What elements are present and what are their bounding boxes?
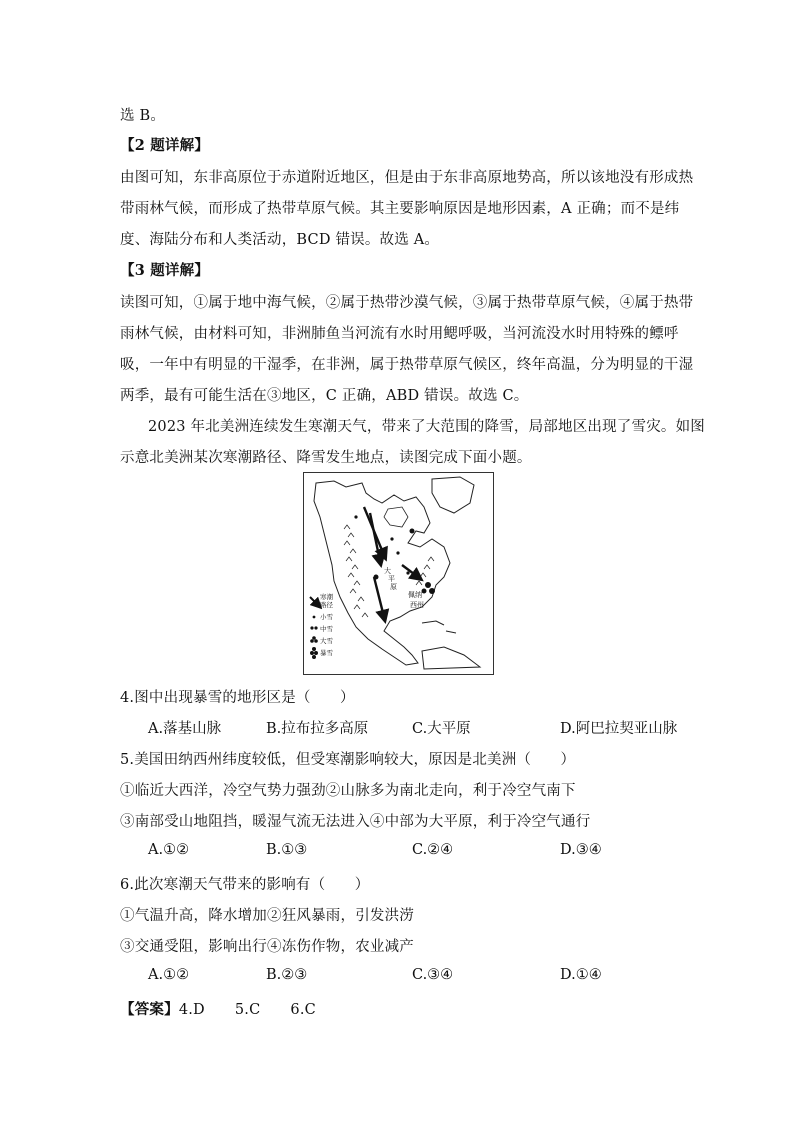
legend-light-snow: 小雪 xyxy=(320,613,333,621)
text-line: 2023 年北美洲连续发生寒潮天气，带来了大范围的降雪，局部地区出现了雪灾。如图 xyxy=(148,419,706,435)
text-line: 雨林气候，由材料可知，非洲肺鱼当河流有水时用鳃呼吸，当河流没水时用特殊的鳔呼 xyxy=(120,326,679,342)
label-zhou: 州 xyxy=(417,601,424,609)
q6-option-d: D.①④ xyxy=(560,967,602,983)
text-line: 两季，最有可能生活在③地区，C 正确，ABD 错误。故选 C。 xyxy=(120,388,529,404)
section-heading: 【3 题详解】 xyxy=(120,262,210,279)
text-line: 示意北美洲某次寒潮路径、降雪发生地点，读图完成下面小题。 xyxy=(120,450,532,466)
south-america-tip xyxy=(422,647,480,669)
question-5-statements-1: ①临近大西洋，冷空气势力强劲②山脉多为南北走向，利于冷空气南下 xyxy=(120,783,576,799)
q5-option-c: C.②④ xyxy=(412,842,454,858)
legend-heavy-snow: 大雪 xyxy=(320,637,333,645)
question-5-stem: 5.美国田纳西州纬度较低，但受寒潮影响较大，原因是北美洲（ ） xyxy=(120,752,576,768)
legend-blizzard: 暴雪 xyxy=(320,649,333,657)
label-tian: 佩 xyxy=(408,591,415,599)
label-da: 大 xyxy=(384,567,391,575)
q5-option-d: D.③④ xyxy=(560,842,602,858)
text-line: 吸，一年中有明显的干湿季，在非洲，属于热带草原气候区，终年高温，分为明显的干湿 xyxy=(120,357,694,373)
label-ping: 平 xyxy=(388,575,395,583)
question-5-statements-2: ③南部受山地阻挡，暖湿气流无法进入④中部为大平原，利于冷空气通行 xyxy=(120,814,591,830)
map-svg xyxy=(304,473,493,674)
text-line: 选 B。 xyxy=(120,108,166,124)
caribbean-islands xyxy=(422,621,456,633)
label-na: 纳 xyxy=(415,591,422,599)
answer-5: 5.C xyxy=(234,1002,261,1018)
question-4-stem: 4.图中出现暴雪的地形区是（ ） xyxy=(120,690,355,706)
north-america-map xyxy=(303,472,494,675)
q4-option-a: A.落基山脉 xyxy=(148,721,222,737)
legend-path: 路径 xyxy=(320,601,333,609)
q4-option-d: D.阿巴拉契亚山脉 xyxy=(560,721,678,737)
map-legend xyxy=(310,592,334,659)
label-yuan: 原 xyxy=(390,583,397,591)
section-heading: 【2 题详解】 xyxy=(120,137,210,154)
answer-4: 4.D xyxy=(178,1002,205,1018)
legend-moderate-snow: 中雪 xyxy=(320,625,333,633)
answer-6: 6.C xyxy=(290,1002,316,1018)
text-line: 度、海陆分布和人类活动，BCD 错误。故选 A。 xyxy=(120,232,440,248)
answer-line xyxy=(120,998,316,1019)
q5-option-a: A.①② xyxy=(148,842,190,858)
question-6-statements-2: ③交通受阻，影响出行④冻伤作物，农业减产 xyxy=(120,939,414,955)
q5-option-b: B.①③ xyxy=(266,842,308,858)
text-line: 读图可知，①属于地中海气候，②属于热带沙漠气候，③属于热带草原气候，④属于热带 xyxy=(120,295,694,311)
legend-cold-wave: 寒潮 xyxy=(320,593,333,601)
text-line: 由图可知，东非高原位于赤道附近地区，但是由于东非高原地势高，所以该地没有形成热 xyxy=(120,170,694,186)
continent-outline xyxy=(314,481,450,665)
text-line: 带雨林气候，而形成了热带草原气候。其主要影响原因是地形因素，A 正确；而不是纬 xyxy=(120,201,680,217)
greenland-outline xyxy=(432,477,474,513)
q4-option-c: C.大平原 xyxy=(412,721,471,737)
q6-option-c: C.③④ xyxy=(412,967,454,983)
q4-option-b: B.拉布拉多高原 xyxy=(266,721,369,737)
question-6-statements-1: ①气温升高，降水增加②狂风暴雨，引发洪涝 xyxy=(120,908,414,924)
label-xi: 西 xyxy=(410,601,417,609)
q6-option-b: B.②③ xyxy=(266,967,308,983)
q6-option-a: A.①② xyxy=(148,967,190,983)
answer-label: 【答案】 xyxy=(120,1001,179,1018)
question-6-stem: 6.此次寒潮天气带来的影响有（ ） xyxy=(120,877,370,893)
